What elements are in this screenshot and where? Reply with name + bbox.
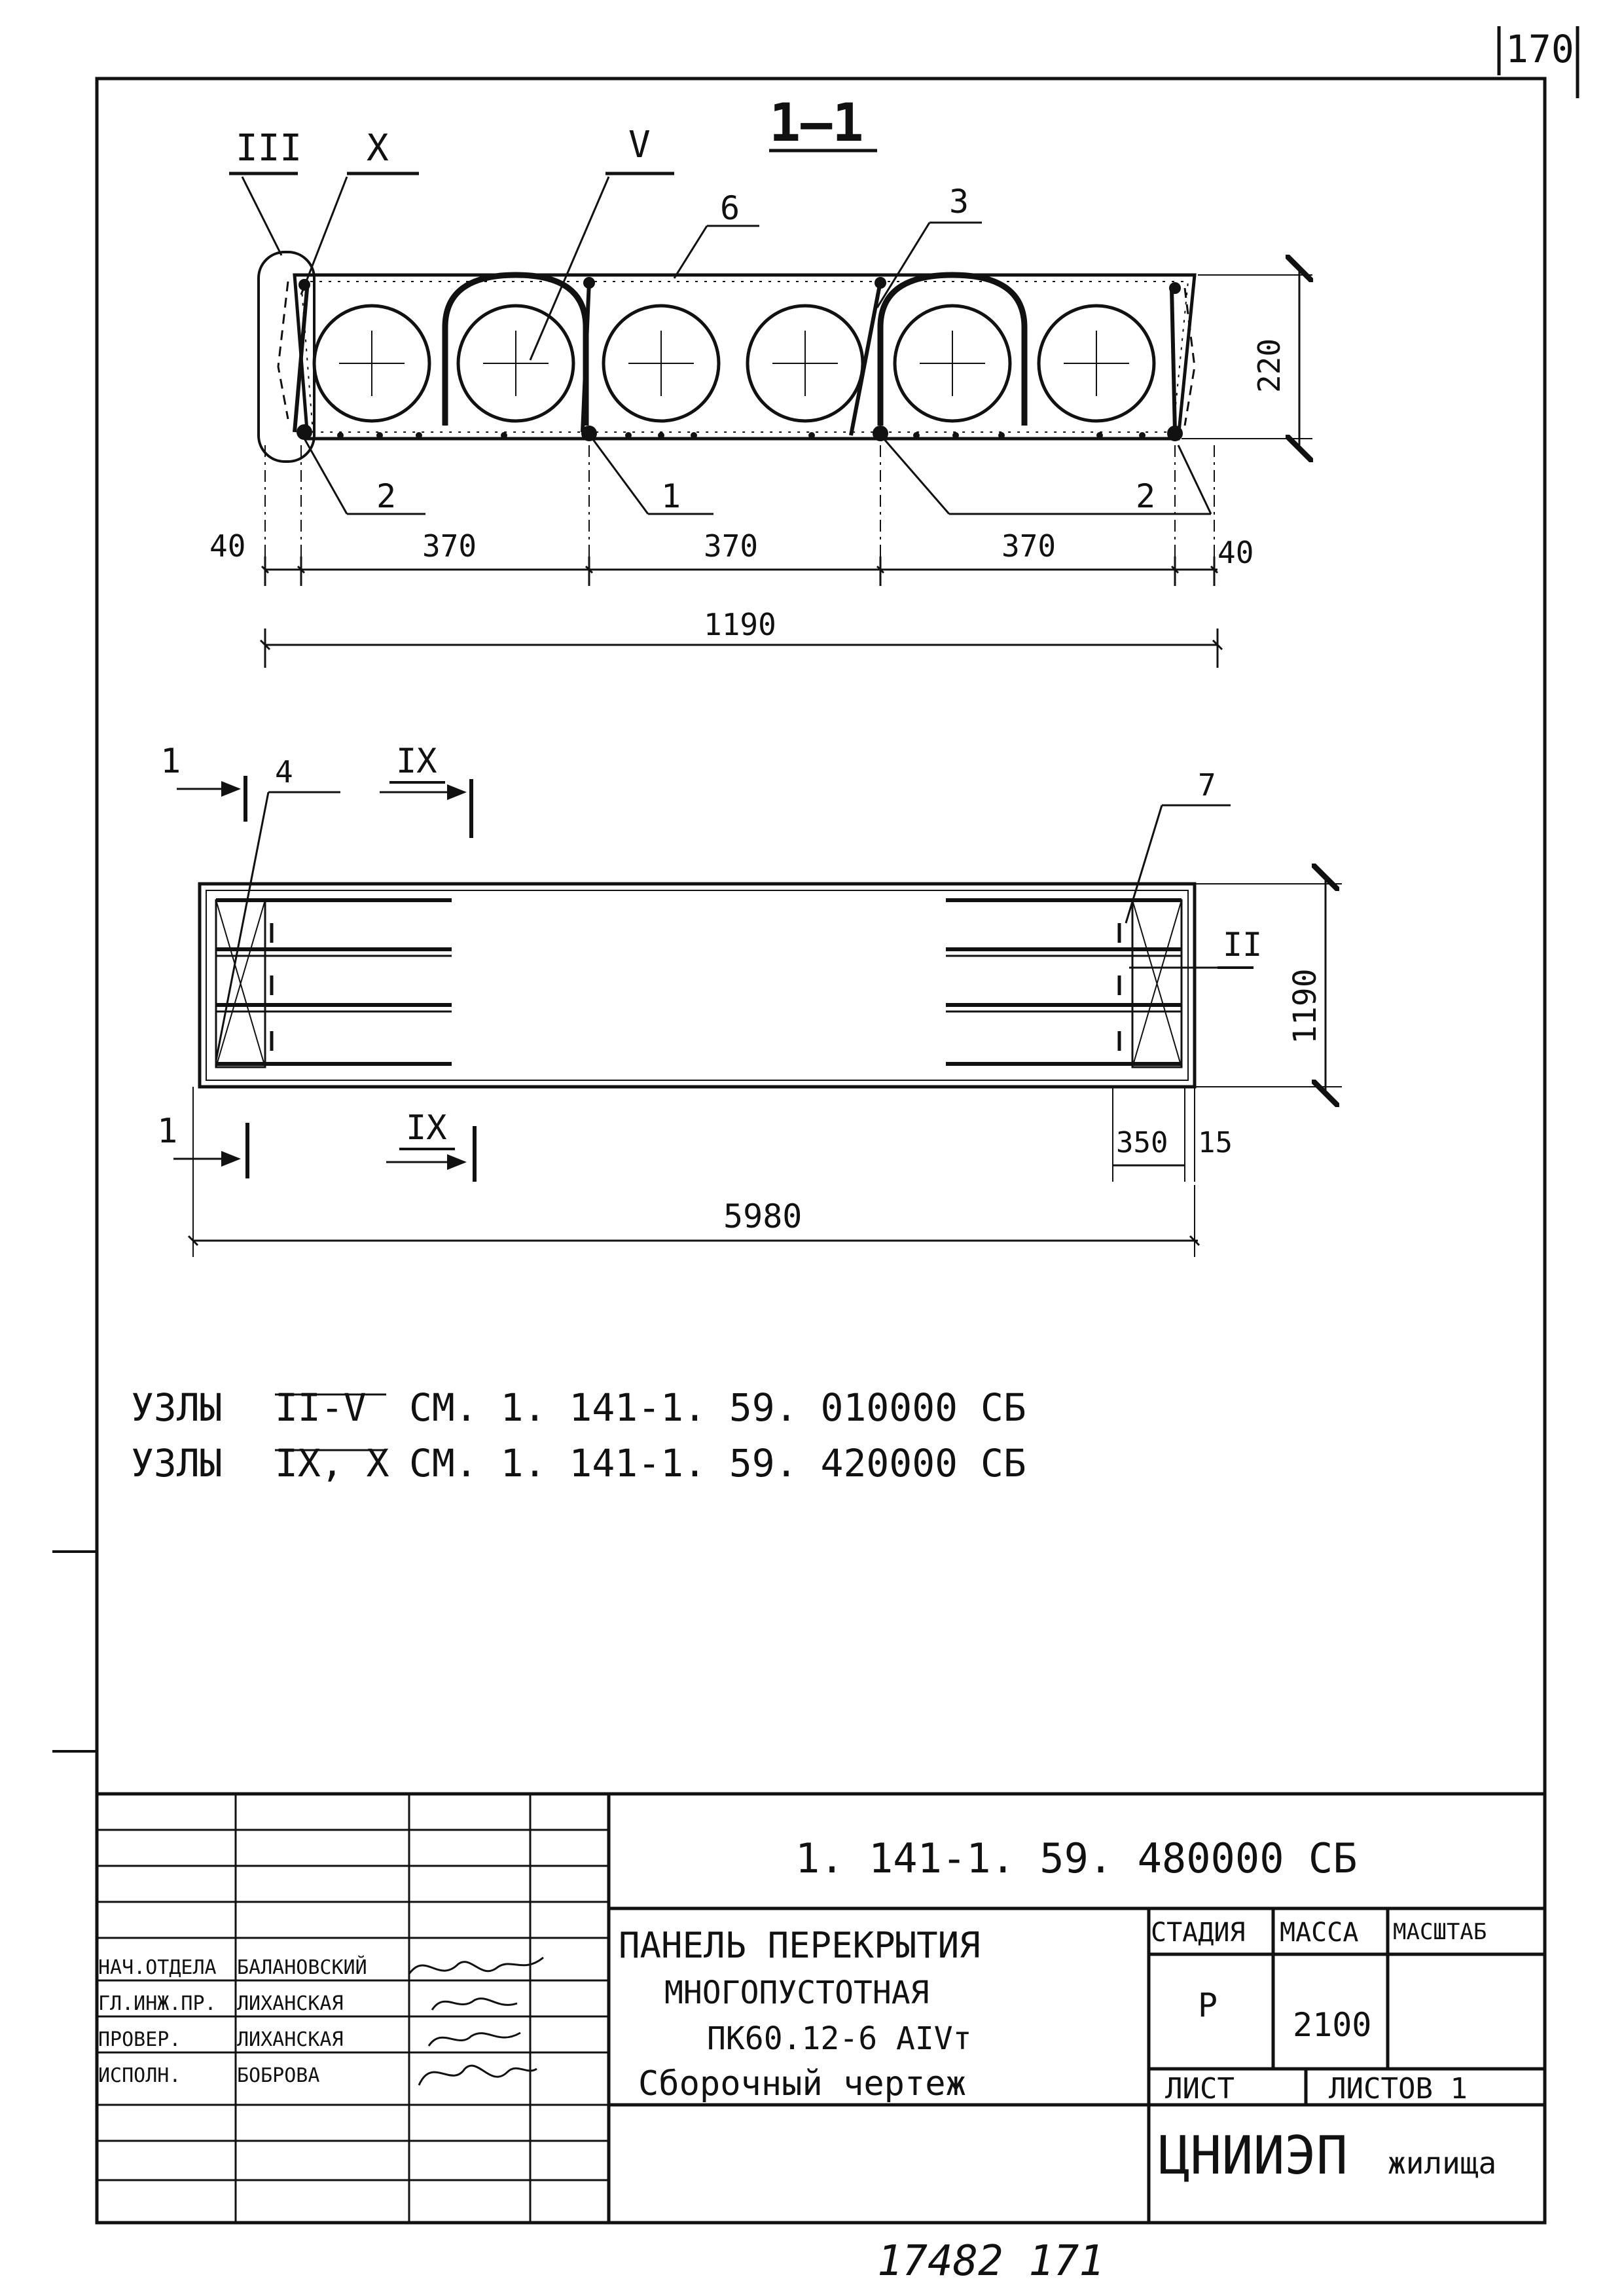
node-ref-v: V [628,124,651,166]
panel-name-line2: МНОГОПУСТОТНАЯ [664,1975,929,2011]
node-ix-top: IX [396,742,437,781]
void-circles [314,306,1154,421]
dim-15: 15 [1198,1126,1233,1159]
dim-height-220: 220 [1252,338,1287,393]
note-2-text: СМ. 1. 141-1. 59. 420000 СБ [409,1441,1026,1485]
sheet-label: ЛИСТ [1165,2072,1235,2105]
name-4: БОБРОВА [237,2064,320,2087]
sheet-number-bottom: 17482 171 [877,2237,1104,2286]
notes [131,1385,1026,1485]
dim-40-left: 40 [209,528,246,564]
dim-5980: 5980 [723,1197,803,1235]
note-1-prefix: УЗЛЫ [131,1385,223,1430]
role-4: ИСПОЛН. [98,2064,181,2087]
pos-4: 4 [275,754,293,790]
node-ref-iii: III [236,127,302,170]
section-1-1 [209,92,1312,668]
note-2-prefix: УЗЛЫ [131,1441,223,1485]
panel-name-line3: ПК60.12-6 АIVт [707,2020,972,2057]
pos-3: 3 [949,183,969,221]
stage-label: СТАДИЯ [1151,1918,1246,1948]
section-mark-1-bottom: 1 [157,1112,178,1151]
dim-370-1: 370 [422,528,477,564]
sheet-number-top: 170 [1506,27,1574,71]
top-sheet-number [1499,26,1578,98]
panel-name-line1: ПАНЕЛЬ ПЕРЕКРЫТИЯ [619,1925,981,1966]
dim-370-2: 370 [704,528,759,564]
panel-name-line4: Сборочный чертеж [638,2064,966,2104]
pos-2-left: 2 [376,477,397,515]
node-ref-x: X [367,127,389,170]
note-1-text: СМ. 1. 141-1. 59. 010000 СБ [409,1385,1026,1430]
dim-40-right: 40 [1218,535,1254,570]
mass-label: МАССА [1280,1918,1359,1948]
node-ii: II [1223,926,1263,964]
note-2-nodes: IX, X [275,1441,389,1485]
node-ix-bottom: IX [406,1108,447,1148]
signature-marks [409,1958,543,2085]
sheets-label: ЛИСТОВ 1 [1329,2072,1468,2105]
role-2: ГЛ.ИНЖ.ПР. [98,1992,217,2015]
dim-1190-section: 1190 [704,607,776,642]
section-mark-1-top: 1 [160,742,181,781]
pos-6: 6 [720,189,740,227]
name-2: ЛИХАНСКАЯ [237,1992,344,2015]
dim-1190-plan: 1190 [1287,968,1324,1044]
note-1-nodes: II-V [275,1385,367,1430]
pos-2-right: 2 [1136,477,1156,515]
dim-350: 350 [1116,1126,1168,1159]
title-block [97,1794,1545,2223]
section-title: 1—1 [769,92,864,153]
org-sub: жилища [1388,2145,1497,2181]
stage-value: Р [1198,1986,1218,2024]
doc-code: 1. 141-1. 59. 480000 СБ [795,1834,1358,1882]
dim-370-3: 370 [1001,528,1056,564]
name-3: ЛИХАНСКАЯ [237,2028,344,2051]
name-1: БАЛАНОВСКИЙ [237,1956,367,1979]
plan-view [157,742,1342,1257]
scale-label: МАСШТАБ [1393,1919,1487,1945]
role-1: НАЧ.ОТДЕЛА [98,1956,217,1979]
pos-1: 1 [661,477,681,515]
mass-value: 2100 [1293,2006,1372,2044]
org-main: ЦНИИЭП [1159,2125,1348,2186]
pos-7: 7 [1198,767,1216,803]
role-3: ПРОВЕР. [98,2028,181,2051]
